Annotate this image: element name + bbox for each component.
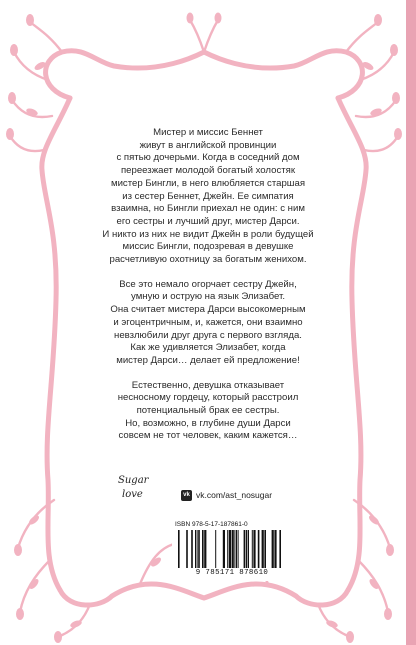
description-line: переезжает молодой богатый холостяк (120, 165, 296, 177)
description-line: и эгоцентричным, и, кажется, они взаимно (113, 316, 303, 328)
description-line: миссис Бингли, подозревая в девушке (122, 241, 294, 253)
description-paragraph-3 (74, 380, 342, 444)
description-line: несносному гордецу, который расстроил (117, 392, 299, 404)
description-line: мистер Бингли, в него влюбляется старшая (110, 177, 306, 189)
description-line: расчетливую охотницу за богатым женихом. (109, 254, 307, 266)
barcode-digits: 9 785171 878610 (195, 569, 269, 577)
description-line: невзлюбили друг друга с первого взгляда. (114, 329, 302, 341)
description-line: живут в английской провинции (139, 139, 277, 151)
description-line: И никто из них не видит Джейн в роли будущей (102, 228, 314, 240)
description-line: умную и острую на язык Элизабет. (131, 291, 285, 303)
description-line: его сестры и лучший друг, мистер Дарси. (116, 215, 300, 227)
description-line: с пятью дочерьми. Когда в соседний дом (116, 152, 300, 164)
book-description (74, 127, 342, 455)
description-line: Естественно, девушка отказывает (131, 379, 285, 391)
sugar-love-logo (114, 475, 150, 509)
description-line: Все это немало огорчает сестру Джейн, (119, 278, 297, 290)
isbn-label: ISBN 978-5-17-187861-0 (175, 521, 248, 528)
barcode-bars (178, 530, 286, 568)
description-line: взаимна, но Бингли приехал не один: с ним (111, 203, 305, 215)
description-line: потенциальный брак ее сестры. (136, 405, 280, 417)
vk-icon: vk (181, 490, 192, 501)
description-line: мистер Дарси… делает ей предложение! (116, 354, 300, 366)
description-line: Но, возможно, в глубине души Дарси (125, 417, 291, 429)
barcode-panel (172, 519, 292, 581)
description-line: Мистер и миссис Беннет (153, 127, 263, 138)
vk-link[interactable] (181, 489, 272, 501)
description-paragraph-1 (74, 127, 342, 267)
logo-word-sugar: Sugar (118, 475, 149, 486)
description-paragraph-2 (74, 279, 342, 368)
logo-word-love: love (122, 489, 143, 500)
vk-handle: vk.com/ast_nosugar (196, 490, 273, 500)
description-line: совсем не тот человек, каким кажется… (118, 430, 298, 442)
spine-edge (406, 0, 416, 645)
description-line: из сестер Беннет, Джейн. Ее симпатия (122, 190, 294, 202)
description-line: Она считает мистера Дарси высокомерным (110, 304, 306, 316)
description-line: Как же удивляется Элизабет, когда (130, 342, 286, 354)
